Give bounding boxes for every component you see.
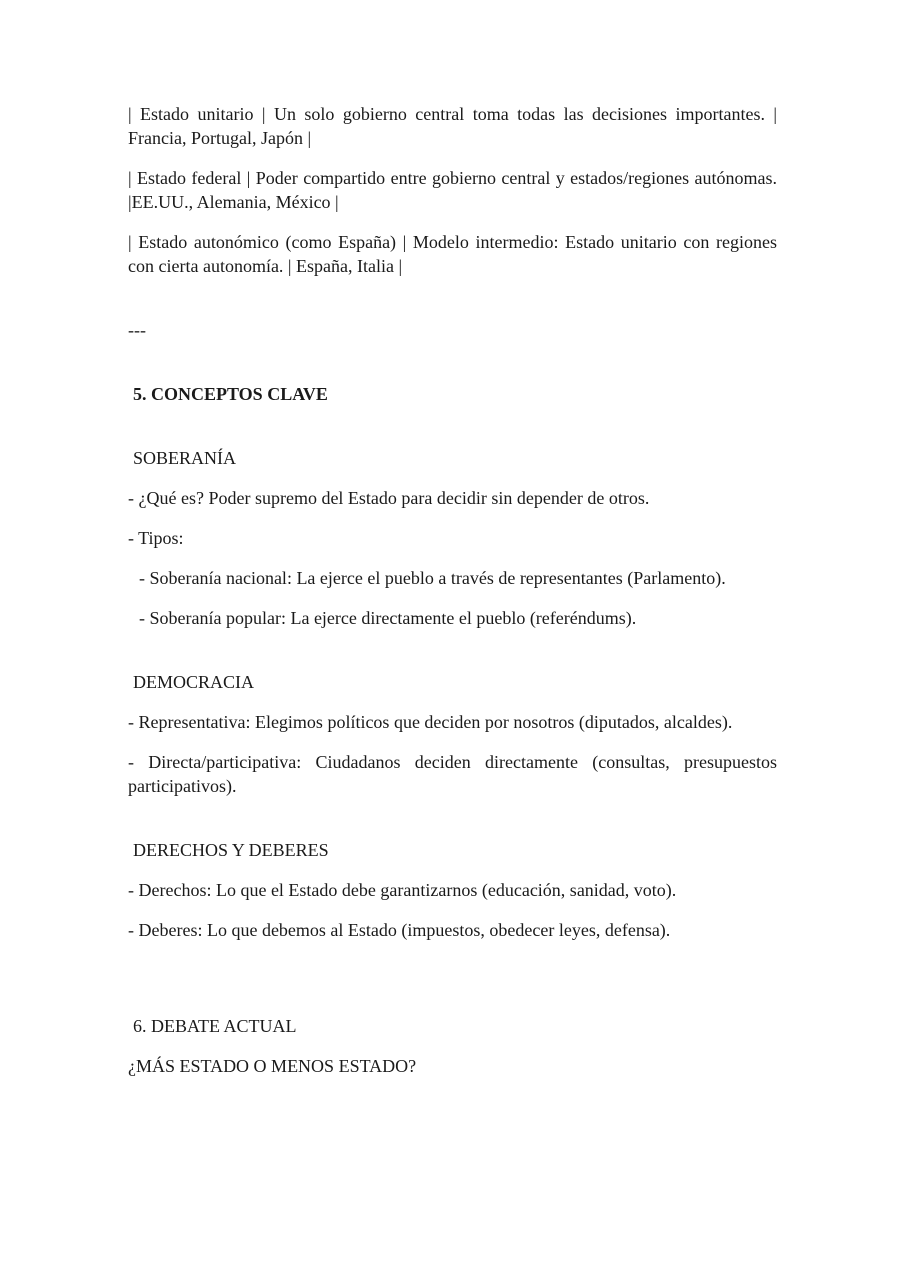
table-row-estado-unitario: | Estado unitario | Un solo gobierno central toma todas las decisiones importantes. | Francia, Portugal, Japón | [128, 104, 777, 148]
heading-conceptos-clave: 5. CONCEPTOS CLAVE [133, 384, 328, 404]
table-row-estado-autonomico: | Estado autonómico (como España) | Modelo intermedio: Estado unitario con regiones con cierta autonomía. | España, Italia | [128, 232, 777, 276]
table-row-estado-federal: | Estado federal | Poder compartido entre gobierno central y estados/regiones autónomas. |EE.UU., Alemania, México | [128, 168, 777, 212]
heading-soberania: SOBERANÍA [133, 448, 237, 468]
bullet-democracia-representativa: - Representativa: Elegimos políticos que deciden por nosotros (diputados, alcaldes). [128, 712, 733, 732]
bullet-democracia-directa: - Directa/participativa: Ciudadanos deciden directamente (consultas, presupuestos participativos). [128, 752, 777, 796]
question-mas-o-menos-estado: ¿MÁS ESTADO O MENOS ESTADO? [128, 1056, 417, 1076]
heading-derechos-y-deberes: DERECHOS Y DEBERES [133, 840, 329, 860]
bullet-soberania-tipos: - Tipos: [128, 528, 184, 548]
separator: --- [128, 320, 146, 340]
bullet-deberes: - Deberes: Lo que debemos al Estado (impuestos, obedecer leyes, defensa). [128, 920, 671, 940]
bullet-soberania-popular: - Soberanía popular: La ejerce directamente el pueblo (referéndums). [139, 608, 637, 628]
bullet-soberania-nacional: - Soberanía nacional: La ejerce el pueblo a través de representantes (Parlamento). [139, 568, 726, 588]
heading-democracia: DEMOCRACIA [133, 672, 255, 692]
bullet-soberania-que-es: - ¿Qué es? Poder supremo del Estado para decidir sin depender de otros. [128, 488, 650, 508]
bullet-derechos: - Derechos: Lo que el Estado debe garantizarnos (educación, sanidad, voto). [128, 880, 677, 900]
heading-debate-actual: 6. DEBATE ACTUAL [133, 1016, 297, 1036]
